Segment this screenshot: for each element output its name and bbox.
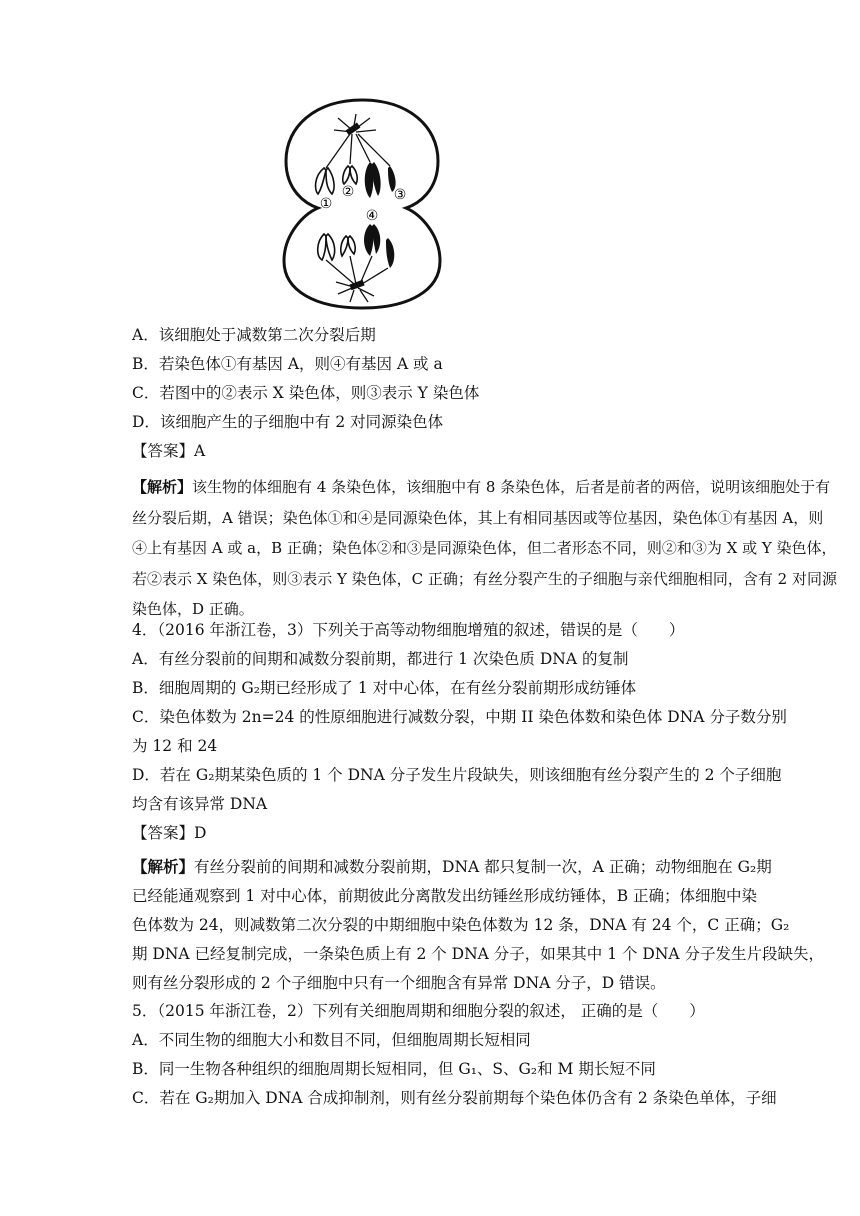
q3-option-d: D．该细胞产生的子细胞中有 2 对同源染色体 xyxy=(132,413,444,431)
q3-analysis-line: 若②表示 X 染色体，则③表示 Y 染色体，C 正确；有丝分裂产生的子细胞与亲代细胞相同，含有 2 对同源 xyxy=(132,569,837,588)
q4-answer: 【答案】D xyxy=(132,824,207,842)
bottom-spindle-fibers xyxy=(326,256,388,284)
q3-analysis-line: 丝分裂后期，A 错误；染色体①和④是同源染色体，其上有相同基因或等位基因，染色体①有基因 A，则 xyxy=(132,508,824,527)
q3-option-a: A．该细胞处于减数第二次分裂后期 xyxy=(132,326,376,344)
q4-analysis-line: 色体数为 24，则减数第二次分裂的中期细胞中染色体数为 12 条，DNA 有 24 个，C 正确；G₂ xyxy=(132,916,790,934)
q3-option-c: C．若图中的②表示 X 染色体，则③表示 Y 染色体 xyxy=(132,384,480,402)
q3-analysis xyxy=(132,472,837,625)
label-3: ③ xyxy=(393,187,407,203)
q4-stem: 4．（2016 年浙江卷，3）下列关于高等动物细胞增殖的叙述，错误的是（ ） xyxy=(132,621,685,639)
q4-option-d: D．若在 G₂期某染色质的 1 个 DNA 分子发生片段缺失，则该细胞有丝分裂产生的 2 个子细胞 xyxy=(132,766,782,784)
cell-division-figure xyxy=(278,96,446,310)
q4-analysis-label: 【解析】 xyxy=(132,857,195,876)
q4-option-a: A．有丝分裂前的间期和减数分裂前期，都进行 1 次染色质 DNA 的复制 xyxy=(132,650,629,668)
q4-option-c-cont: 为 12 和 24 xyxy=(132,737,218,755)
q5-option-b: B．同一生物各种组织的细胞周期长短相同，但 G₁、S、G₂和 M 期长短不同 xyxy=(132,1060,656,1078)
top-spindle-fibers xyxy=(326,134,390,168)
top-chromosomes xyxy=(316,162,396,198)
q3-answer: 【答案】A xyxy=(132,442,206,460)
q4-analysis-line: 有丝分裂前的间期和减数分裂前期，DNA 都只复制一次，A 正确；动物细胞在 G₂期 xyxy=(194,858,772,876)
label-1: ① xyxy=(319,196,333,212)
label-2: ② xyxy=(341,184,355,200)
bottom-centrosome xyxy=(336,280,374,302)
q3-analysis-line: ④上有基因 A 或 a，B 正确；染色体②和③是同源染色体，但二者形态不同，则②和③为 X 或 Y 染色体， xyxy=(132,539,837,557)
q4-analysis-line: 则有丝分裂形成的 2 个子细胞中只有一个细胞含有异常 DNA 分子，D 错误。 xyxy=(132,974,666,992)
q4-option-c: C．染色体数为 2n=24 的性原细胞进行减数分裂，中期 II 染色体数和染色体 DNA 分子数分别 xyxy=(132,708,787,726)
q3-option-b: B．若染色体①有基因 A，则④有基因 A 或 a xyxy=(132,355,443,373)
q5-stem: 5．（2015 年浙江卷，2）下列有关细胞周期和细胞分裂的叙述， 正确的是（ ） xyxy=(132,1002,705,1020)
q3-analysis-line: 染色体，D 正确。 xyxy=(132,600,254,618)
q5-option-a: A．不同生物的细胞大小和数目不同，但细胞周期长短相同 xyxy=(132,1031,531,1049)
q4-analysis-line: 期 DNA 已经复制完成，一条染色质上有 2 个 DNA 分子，如果其中 1 个 DNA 分子发生片段缺失， xyxy=(132,945,825,963)
q3-analysis-label: 【解析】 xyxy=(132,478,193,496)
label-4: ④ xyxy=(365,208,379,224)
top-centrosome xyxy=(334,114,376,135)
q5-option-c: C．若在 G₂期加入 DNA 合成抑制剂，则有丝分裂前期每个染色体仍含有 2 条染色单体，子细 xyxy=(132,1089,777,1107)
bottom-chromosomes xyxy=(318,224,395,268)
q3-analysis-line: 该生物的体细胞有 4 条染色体，该细胞中有 8 条染色体，后者是前者的两倍，说明该细胞处于有 xyxy=(192,478,831,496)
q4-analysis xyxy=(132,852,824,998)
q4-option-d-cont: 均含有该异常 DNA xyxy=(132,795,268,813)
q4-analysis-line: 已经能通观察到 1 对中心体，前期彼此分离散发出纺锤丝形成纺锤体，B 正确；体细胞中染 xyxy=(132,887,758,905)
q4-option-b: B．细胞周期的 G₂期已经形成了 1 对中心体，在有丝分裂前期形成纺锤体 xyxy=(132,679,637,697)
